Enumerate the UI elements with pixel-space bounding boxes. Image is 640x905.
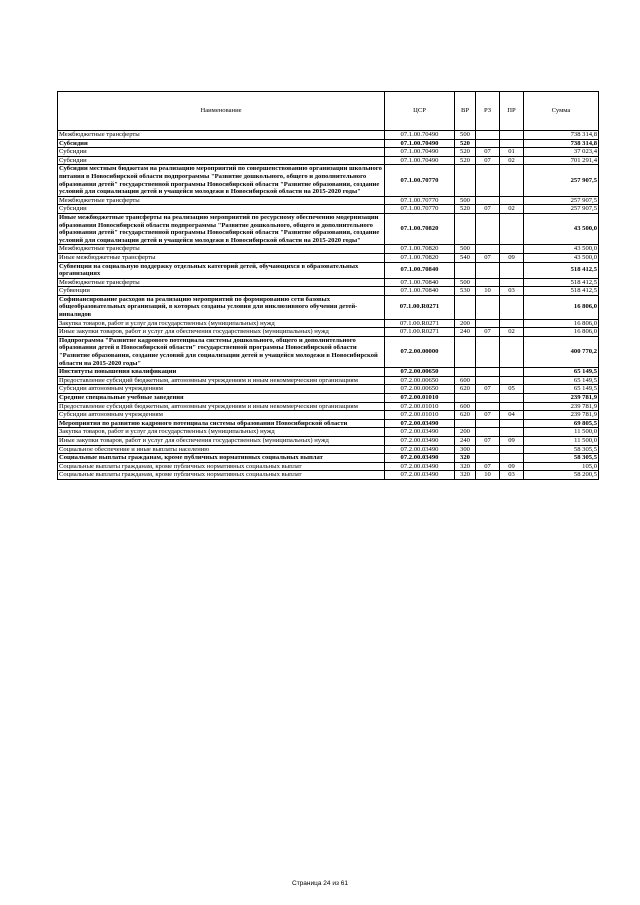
table-row [58,213,599,244]
cell-name: Межбюджетные трансферты [58,196,385,205]
table-row [58,139,599,148]
cell-rz [476,319,500,328]
cell-name: Иные закупки товаров, работ и услуг для обеспечения государственных (муниципальных) нужд [58,328,385,337]
page-footer: Страница 24 из 61 [292,880,348,887]
cell-vr: 320 [455,471,476,480]
cell-name: Институты повышения квалификации [58,368,385,377]
cell-rz [476,295,500,319]
cell-csr: 07.1.00.70490 [385,156,455,165]
cell-csr: 07.1.00.70820 [385,245,455,254]
cell-pr: 03 [500,471,524,480]
cell-rz [476,131,500,140]
cell-rz [476,262,500,278]
cell-vr: 520 [455,139,476,148]
cell-name: Субсидии [58,156,385,165]
cell-sum: 58 200,5 [524,471,599,480]
cell-csr: 07.2.00.03490 [385,428,455,437]
cell-sum: 69 805,5 [524,419,599,428]
cell-rz: 07 [476,156,500,165]
cell-csr: 07.1.00.70840 [385,262,455,278]
cell-sum: 16 806,0 [524,328,599,337]
cell-vr [455,394,476,403]
cell-pr [500,165,524,196]
cell-pr: 01 [500,148,524,157]
header-rz: РЗ [476,92,500,131]
cell-rz: 10 [476,287,500,296]
table-row [58,245,599,254]
cell-csr: 07.2.00.03490 [385,436,455,445]
cell-vr [455,419,476,428]
cell-pr: 09 [500,436,524,445]
cell-vr: 320 [455,462,476,471]
cell-rz [476,196,500,205]
cell-rz [476,419,500,428]
cell-csr: 07.2.00.01010 [385,394,455,403]
cell-rz: 07 [476,411,500,420]
table-row [58,328,599,337]
cell-rz [476,445,500,454]
table-row [58,445,599,454]
cell-sum: 518 412,5 [524,262,599,278]
cell-vr [455,368,476,377]
cell-vr [455,213,476,244]
cell-name: Социальные выплаты гражданам, кроме публичных нормативных социальных выплат [58,471,385,480]
table-row [58,394,599,403]
cell-sum: 738 314,8 [524,139,599,148]
cell-csr: 07.1.00.70820 [385,253,455,262]
cell-pr [500,445,524,454]
header-name: Наименование [58,92,385,131]
cell-vr: 620 [455,385,476,394]
cell-csr: 07.2.00.00000 [385,336,455,367]
cell-name: Предоставление субсидий бюджетным, автономным учреждениям и иным некоммерческим организациям [58,402,385,411]
header-vr: ВР [455,92,476,131]
cell-name: Средние специальные учебные заведения [58,394,385,403]
cell-vr: 520 [455,156,476,165]
cell-csr: 07.2.00.00650 [385,368,455,377]
cell-vr: 240 [455,436,476,445]
cell-vr: 320 [455,454,476,463]
cell-rz [476,428,500,437]
cell-name: Субсидии [58,205,385,214]
cell-csr: 07.1.00.R0271 [385,319,455,328]
cell-csr: 07.1.00.R0271 [385,295,455,319]
header-sum: Сумма [524,92,599,131]
table-row [58,428,599,437]
cell-csr: 07.1.00.70490 [385,131,455,140]
cell-pr: 02 [500,156,524,165]
cell-csr: 07.2.00.00650 [385,385,455,394]
cell-pr [500,295,524,319]
cell-name: Иные межбюджетные трансферты [58,253,385,262]
cell-sum: 16 806,0 [524,295,599,319]
cell-vr: 540 [455,253,476,262]
cell-rz [476,213,500,244]
cell-csr: 07.1.00.70770 [385,165,455,196]
table-row [58,131,599,140]
cell-rz [476,165,500,196]
cell-csr: 07.2.00.03490 [385,445,455,454]
cell-pr [500,213,524,244]
cell-name: Софинансирование расходов на реализацию мероприятий по формированию сети базовых общеобразовательных организаций, в которых созданы условия для инклюзивного обучения детей-инвалидов [58,295,385,319]
cell-vr [455,262,476,278]
cell-pr [500,394,524,403]
cell-rz: 07 [476,148,500,157]
cell-pr: 09 [500,462,524,471]
cell-rz: 07 [476,205,500,214]
table-row [58,454,599,463]
table-row [58,295,599,319]
cell-name: Межбюджетные трансферты [58,278,385,287]
cell-sum: 65 149,5 [524,385,599,394]
table-row [58,253,599,262]
cell-csr: 07.1.00.70840 [385,287,455,296]
cell-name: Иные закупки товаров, работ и услуг для обеспечения государственных (муниципальных) нужд [58,436,385,445]
cell-name: Предоставление субсидий бюджетным, автономным учреждениям и иным некоммерческим организациям [58,376,385,385]
table-row [58,385,599,394]
cell-pr [500,402,524,411]
table-row [58,287,599,296]
cell-csr: 07.1.00.R0271 [385,328,455,337]
cell-vr: 520 [455,148,476,157]
table-body [58,131,599,480]
cell-rz [476,394,500,403]
cell-sum: 43 500,0 [524,245,599,254]
cell-sum: 65 149,5 [524,368,599,377]
cell-sum: 11 500,0 [524,428,599,437]
cell-pr: 02 [500,328,524,337]
table-row [58,411,599,420]
cell-rz: 07 [476,328,500,337]
cell-rz: 07 [476,253,500,262]
cell-sum: 701 291,4 [524,156,599,165]
cell-pr [500,131,524,140]
cell-pr: 09 [500,253,524,262]
cell-sum: 65 149,5 [524,376,599,385]
cell-name: Субвенции на социальную поддержку отдельных категорий детей, обучающихся в образовательных организациях [58,262,385,278]
table-row [58,262,599,278]
cell-pr: 04 [500,411,524,420]
cell-vr [455,295,476,319]
cell-name: Социальное обеспечение и иные выплаты населению [58,445,385,454]
table-row [58,148,599,157]
cell-csr: 07.2.00.00650 [385,376,455,385]
cell-sum: 257 907,5 [524,205,599,214]
cell-csr: 07.2.00.01010 [385,402,455,411]
cell-pr: 05 [500,385,524,394]
cell-rz: 07 [476,385,500,394]
cell-csr: 07.1.00.70840 [385,278,455,287]
cell-vr [455,165,476,196]
cell-vr: 500 [455,131,476,140]
cell-sum: 58 305,5 [524,454,599,463]
table-row [58,205,599,214]
header-csr: ЦСР [385,92,455,131]
cell-sum: 257 907,5 [524,165,599,196]
cell-csr: 07.2.00.03490 [385,471,455,480]
cell-name: Субсидии местным бюджетам на реализацию мероприятий по совершенствованию организации школьного питания в Новосибирской области подпрограммы "Развитие дошкольного, общего и дополнительного образования детей" государственной программы Новосибирской области "Развитие образования, создание условий для социализации детей и учащейся молодежи в Новосибирской области на 2015-2020 годы" [58,165,385,196]
cell-name: Социальные выплаты гражданам, кроме публичных нормативных социальных выплат [58,462,385,471]
cell-sum: 239 781,9 [524,411,599,420]
cell-vr: 500 [455,196,476,205]
cell-sum: 239 781,9 [524,402,599,411]
cell-pr [500,196,524,205]
cell-sum: 518 412,5 [524,287,599,296]
cell-sum: 43 500,0 [524,213,599,244]
cell-name: Субсидии [58,139,385,148]
cell-pr [500,245,524,254]
cell-vr: 200 [455,428,476,437]
cell-vr: 620 [455,411,476,420]
cell-pr: 02 [500,205,524,214]
cell-vr: 200 [455,319,476,328]
cell-sum: 105,0 [524,462,599,471]
cell-name: Субсидии [58,148,385,157]
table-row [58,462,599,471]
cell-name: Подпрограмма "Развитие кадрового потенциала системы дошкольного, общего и дополнительного образования детей в Новосибирской области" государственной программы Новосибирской области "Развитие образования, создание условий для социализации детей и учащейся молодежи в Новосибирской области на 2015-2020 годы" [58,336,385,367]
cell-vr: 500 [455,245,476,254]
table-row [58,196,599,205]
cell-pr [500,368,524,377]
cell-pr [500,454,524,463]
cell-pr [500,428,524,437]
cell-sum: 400 770,2 [524,336,599,367]
cell-csr: 07.2.00.03490 [385,419,455,428]
cell-csr: 07.1.00.70490 [385,148,455,157]
cell-vr: 600 [455,402,476,411]
cell-sum: 11 500,0 [524,436,599,445]
cell-rz [476,376,500,385]
cell-rz: 07 [476,462,500,471]
cell-rz [476,402,500,411]
cell-sum: 16 806,0 [524,319,599,328]
table-row [58,368,599,377]
header-pr: ПР [500,92,524,131]
cell-csr: 07.2.00.03490 [385,454,455,463]
cell-sum: 239 781,9 [524,394,599,403]
cell-name: Закупка товаров, работ и услуг для государственных (муниципальных) нужд [58,319,385,328]
budget-table [57,91,599,480]
cell-pr: 03 [500,287,524,296]
cell-vr: 600 [455,376,476,385]
cell-csr: 07.1.00.70490 [385,139,455,148]
table-row [58,419,599,428]
cell-pr [500,278,524,287]
cell-pr [500,139,524,148]
cell-vr [455,336,476,367]
cell-vr: 300 [455,445,476,454]
cell-pr [500,262,524,278]
cell-csr: 07.1.00.70770 [385,196,455,205]
cell-sum: 518 412,5 [524,278,599,287]
cell-sum: 43 500,0 [524,253,599,262]
table-row [58,156,599,165]
cell-sum: 257 907,5 [524,196,599,205]
table-row [58,165,599,196]
table-row [58,471,599,480]
cell-name: Межбюджетные трансферты [58,245,385,254]
cell-pr [500,376,524,385]
cell-name: Межбюджетные трансферты [58,131,385,140]
cell-sum: 738 314,8 [524,131,599,140]
cell-rz [476,336,500,367]
cell-name: Субвенции [58,287,385,296]
cell-vr: 240 [455,328,476,337]
cell-rz: 07 [476,436,500,445]
cell-name: Мероприятия по развитию кадрового потенциала системы образования Новосибирской области [58,419,385,428]
cell-vr: 500 [455,278,476,287]
cell-name: Закупка товаров, работ и услуг для государственных (муниципальных) нужд [58,428,385,437]
table-row [58,319,599,328]
cell-vr: 530 [455,287,476,296]
cell-name: Иные межбюджетные трансферты на реализацию мероприятий по ресурсному обеспечению модернизации образования Новосибирской области подпрограммы "Развитие дошкольного, общего и дополнительного образования детей" государственной программы Новосибирской области "Развитие образования, создание условий для социализации детей и учащейся молодежи в Новосибирской области на 2015-2020 годы" [58,213,385,244]
cell-rz [476,368,500,377]
cell-pr [500,319,524,328]
cell-csr: 07.2.00.03490 [385,462,455,471]
cell-vr: 520 [455,205,476,214]
cell-csr: 07.2.00.01010 [385,411,455,420]
cell-rz [476,454,500,463]
cell-sum: 58 305,5 [524,445,599,454]
table-row [58,376,599,385]
cell-name: Социальные выплаты гражданам, кроме публичных нормативных социальных выплат [58,454,385,463]
table-row [58,336,599,367]
cell-csr: 07.1.00.70820 [385,213,455,244]
cell-name: Субсидии автономным учреждениям [58,385,385,394]
cell-rz [476,139,500,148]
table-row [58,436,599,445]
cell-rz [476,278,500,287]
cell-pr [500,336,524,367]
cell-rz [476,245,500,254]
cell-name: Субсидии автономным учреждениям [58,411,385,420]
table-header-row [58,92,599,131]
cell-csr: 07.1.00.70770 [385,205,455,214]
table-row [58,278,599,287]
cell-sum: 37 023,4 [524,148,599,157]
cell-pr [500,419,524,428]
cell-rz: 10 [476,471,500,480]
table-row [58,402,599,411]
